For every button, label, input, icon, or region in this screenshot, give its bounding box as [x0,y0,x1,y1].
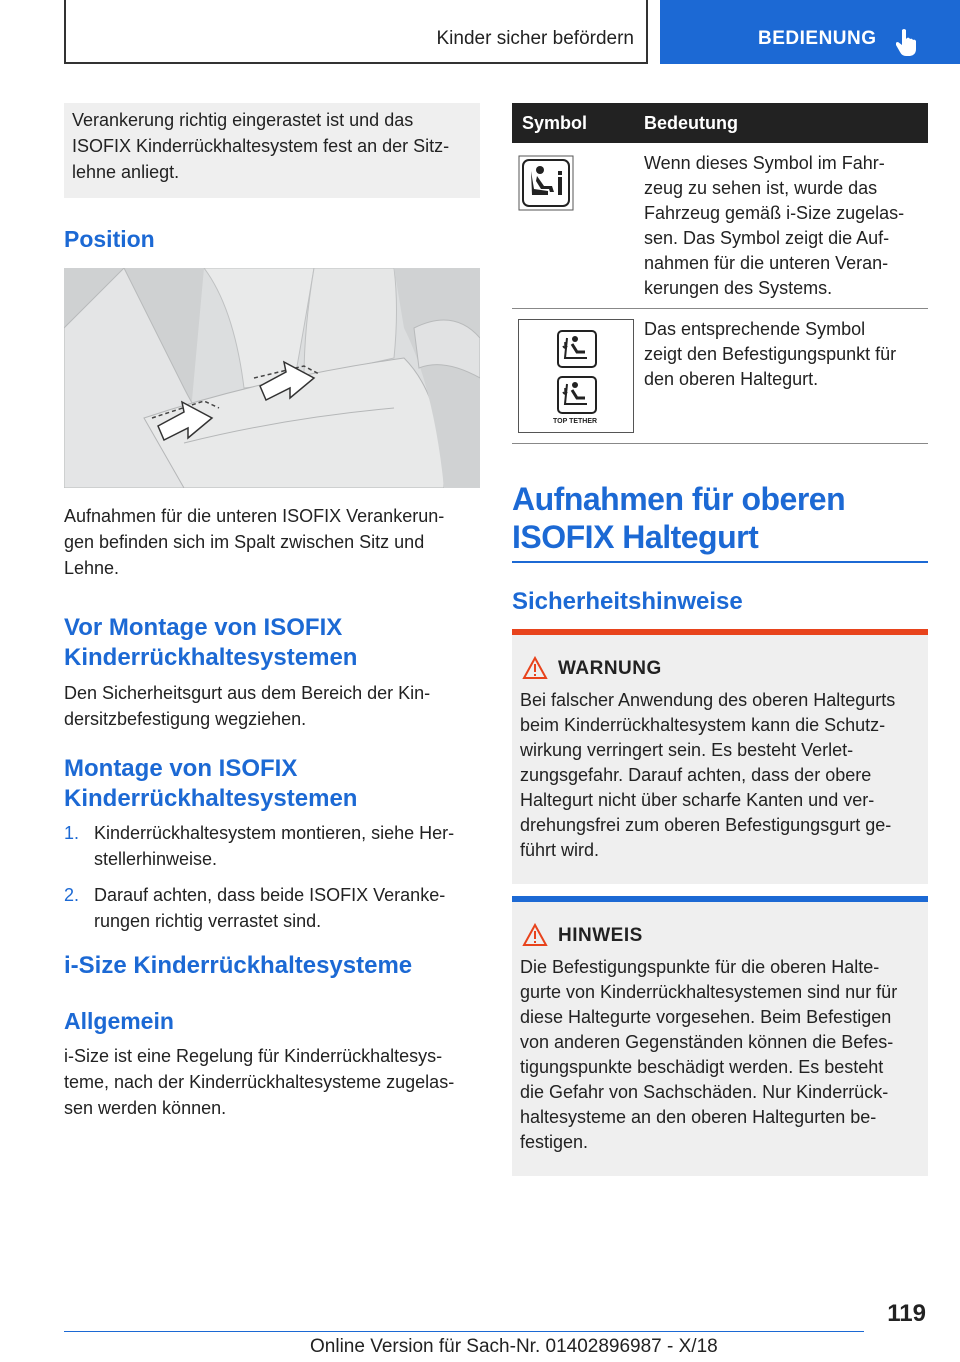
table-header-row [512,103,928,143]
caption-line: gen befinden sich im Spalt zwischen Sitz und [64,532,425,552]
text-line: Den Sicherheitsgurt aus dem Bereich der Kin‐ [64,683,431,703]
list-item [64,882,480,934]
header-section-box [64,0,648,64]
allgemein-heading: Allgemein [64,1008,174,1034]
header-chapter-box [660,0,960,64]
text-line: die Gefahr von Sachschäden. Nur Kinderrück‐ [520,1082,889,1102]
notice-triangle-icon [522,923,548,947]
intro-note-box [64,103,480,198]
text-line: Fahrzeug gemäß i-Size zugelas‐ [644,203,905,223]
text-line: wirkung verringert sein. Es besteht Verlet‐ [520,740,854,760]
warning-text [520,688,924,863]
page-number: 119 [887,1300,926,1327]
text-line: drehungsfrei zum oberen Befestigungsgurt ge‐ [520,815,892,835]
text-line: zeigt den Befestigungspunkt für [644,344,897,364]
step-line: Kinderrückhaltesystem montieren, siehe Her‐ [94,823,455,843]
text-line: haltesysteme an den oberen Haltegurten be‐ [520,1107,877,1127]
top-tether-icon [557,376,597,414]
text-line: nahmen für die unteren Veran‐ [644,253,889,273]
text-line: sen werden können. [64,1098,227,1118]
step-number: 2. [64,885,80,905]
text-line: beim Kinderrückhaltesystem kann die Schutz‐ [520,715,886,735]
notice-box [512,896,928,1176]
vor-montage-text [64,680,430,732]
heading-line: Vor Montage von ISOFIX [64,614,343,641]
step-line: stellerhinweise. [94,849,218,869]
symbol-table [512,103,928,444]
top-tether-icon-frame [518,319,634,433]
text-line: zeug zu sehen ist, wurde das [644,178,878,198]
text-line: Die Befestigungspunkte für die oberen Halte‐ [520,957,880,977]
hand-pointer-icon [896,28,918,56]
heading-divider [512,561,928,563]
top-tether-label: TOP TETHER [553,418,598,425]
list-item [64,820,480,882]
text-line: Das entsprechende Symbol [644,319,866,339]
text-line: gurte von Kinderrückhaltesystemen sind nur für [520,982,898,1002]
caption-line: Lehne. [64,558,120,578]
step-line: rungen richtig verrastet sind. [94,911,322,931]
text-line: zungsgefahr. Darauf achten, dass der obere [520,765,872,785]
intro-line: ISOFIX Kinderrückhaltesystem fest an der Sitz‐ [72,136,450,156]
text-line: teme, nach der Kinderrückhaltesysteme zugelas‐ [64,1072,455,1092]
heading-line: Kinderrückhaltesystemen [64,785,358,812]
column-header-bedeutung: Bedeutung [644,113,738,133]
step-line: Darauf achten, dass beide ISOFIX Veranke‐ [94,885,446,905]
column-header-symbol: Symbol [522,113,588,133]
text-line: diese Haltegurte vorgesehen. Beim Befestigen [520,1007,892,1027]
montage-heading [64,754,357,814]
text-line: sen. Das Symbol zeigt die Auf‐ [644,228,890,248]
notice-text [520,955,924,1155]
warning-title: WARNUNG [558,658,662,679]
warning-box [512,629,928,884]
text-line: von anderen Gegenständen können die Befes‐ [520,1032,894,1052]
top-tether-icon [557,330,597,368]
steps-list [64,820,480,934]
text-line: festigen. [520,1132,589,1152]
footer-divider [64,1331,864,1332]
caption-line: Aufnahmen für die unteren ISOFIX Verankerun‐ [64,506,445,526]
section-heading [512,480,928,556]
header-section-title: Kinder sicher befördern [436,28,634,49]
text-line: führt wird. [520,840,600,860]
footer-text: Online Version für Sach-Nr. 01402896987 - X/18 [310,1336,718,1357]
text-line: tigungspunkte beschädigt werden. Es besteht [520,1057,884,1077]
allgemein-text [64,1043,454,1121]
text-line: den oberen Haltegurt. [644,369,819,389]
intro-line: lehne anliegt. [72,162,180,182]
position-caption [64,503,444,581]
row-description [644,151,928,301]
text-line: dersitzbefestigung wegziehen. [64,709,307,729]
step-number: 1. [64,823,80,843]
vor-montage-heading [64,613,357,673]
isize-seat-icon [518,155,574,211]
text-line: Wenn dieses Symbol im Fahr‐ [644,153,885,173]
heading-line: Kinderrückhaltesystemen [64,644,358,671]
heading-line: ISOFIX Haltegurt [512,519,759,555]
isize-heading: i-Size Kinderrückhaltesysteme [64,952,413,979]
seat-isofix-illustration [64,268,480,488]
header-chapter-title: BEDIENUNG [758,28,877,49]
table-row [512,309,928,444]
notice-title: HINWEIS [558,925,643,946]
text-line: Bei falscher Anwendung des oberen Haltegurts [520,690,896,710]
text-line: kerungen des Systems. [644,278,833,298]
notice-bar [512,896,928,902]
table-row [512,143,928,309]
position-heading: Position [64,226,155,252]
text-line: i-Size ist eine Regelung für Kinderrückhaltesys‐ [64,1046,443,1066]
heading-line: Montage von ISOFIX [64,755,298,782]
warning-bar [512,629,928,635]
intro-line: Verankerung richtig eingerastet ist und das [72,110,414,130]
heading-line: Aufnahmen für oberen [512,481,846,517]
safety-heading: Sicherheitshinweise [512,588,743,615]
row-description [644,317,928,392]
warning-triangle-icon [522,656,548,680]
text-line: Haltegurt nicht über scharfe Kanten und ver‐ [520,790,875,810]
